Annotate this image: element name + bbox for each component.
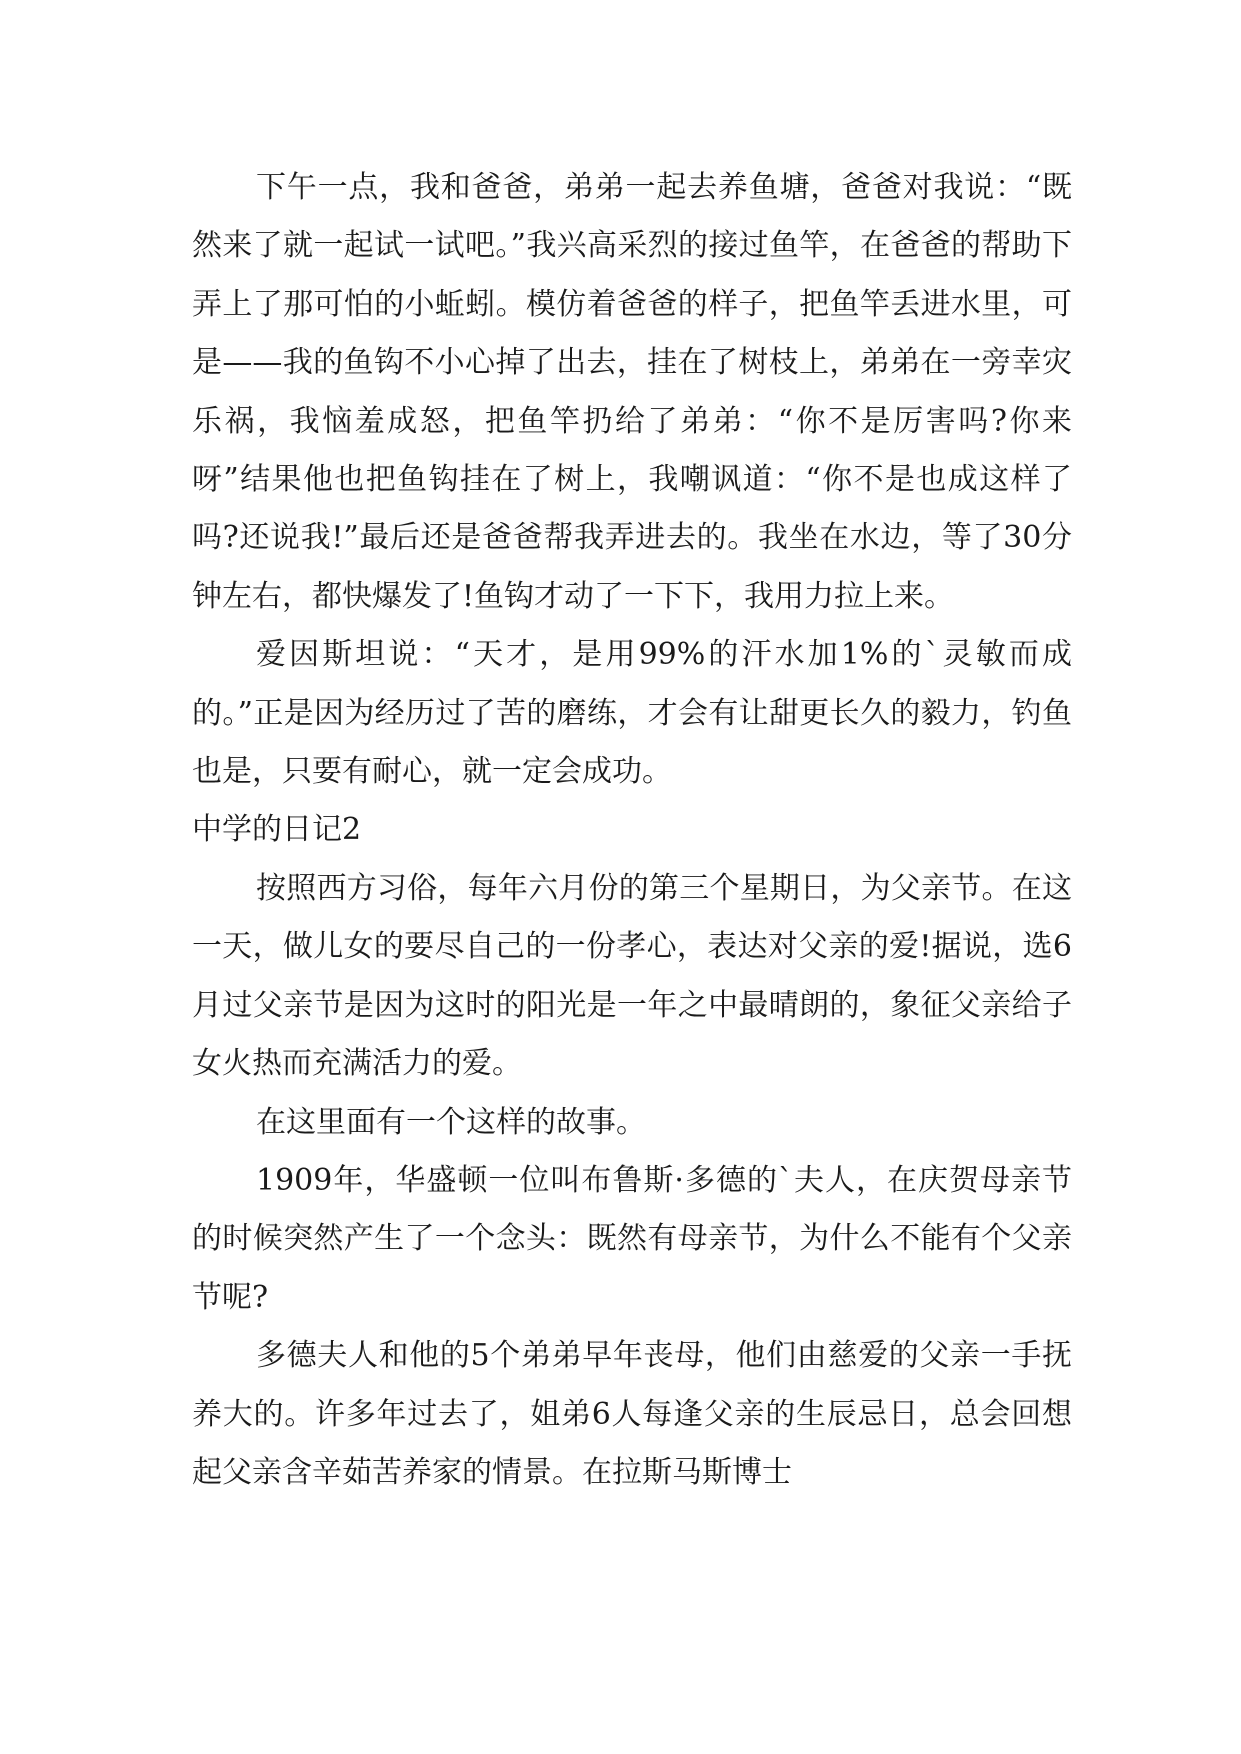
paragraph-fathers-day-custom: 按照西方习俗，每年六月份的第三个星期日，为父亲节。在这一天，做儿女的要尽自己的一份孝心，表达对父亲的爱!据说，选6月过父亲节是因为这时的阳光是一年之中最晴朗的，象征父亲给子女火热而充满活力的爱。: [192, 870, 1072, 1082]
paragraph-story-intro: 在这里面有一个这样的故事。: [256, 1104, 646, 1140]
document-body: [192, 159, 1072, 1502]
paragraph-dodd-1909: 1909年，华盛顿一位叫布鲁斯·多德的`夫人，在庆贺母亲节的时候突然产生了一个念头：既然有母亲节，为什么不能有个父亲节呢?: [192, 1162, 1072, 1315]
paragraph-dodd-family: 多德夫人和他的5个弟弟早年丧母，他们由慈爱的父亲一手抚养大的。许多年过去了，姐弟6人每逢父亲的生辰忌日，总会回想起父亲含辛茹苦养家的情景。在拉斯马斯博士: [192, 1338, 1072, 1490]
section-heading: 中学的日记2: [192, 812, 362, 848]
paragraph-fishing-story: 下午一点，我和爸爸，弟弟一起去养鱼塘，爸爸对我说：“既然来了就一起试一试吧。”我兴高采烈的接过鱼竿，在爸爸的帮助下弄上了那可怕的小蚯蚓。模仿着爸爸的样子，把鱼竿丢进水里，可是——我的鱼钩不小心掉了出去，挂在了树枝上，弟弟在一旁幸灾乐祸，我恼羞成怒，把鱼竿扔给了弟弟：“你不是厉害吗?你来呀”结果他也把鱼钩挂在了树上，我嘲讽道：“你不是也成这样了吗?还说我!”最后还是爸爸帮我弄进去的。我坐在水边，等了30分钟左右，都快爆发了!鱼钩才动了一下下，我用力拉上来。: [192, 170, 1072, 614]
paragraph-einstein-quote: 爱因斯坦说：“天才，是用99%的汗水加1%的`灵敏而成的。”正是因为经历过了苦的磨练，才会有让甜更长久的毅力，钓鱼也是，只要有耐心，就一定会成功。: [192, 637, 1072, 790]
